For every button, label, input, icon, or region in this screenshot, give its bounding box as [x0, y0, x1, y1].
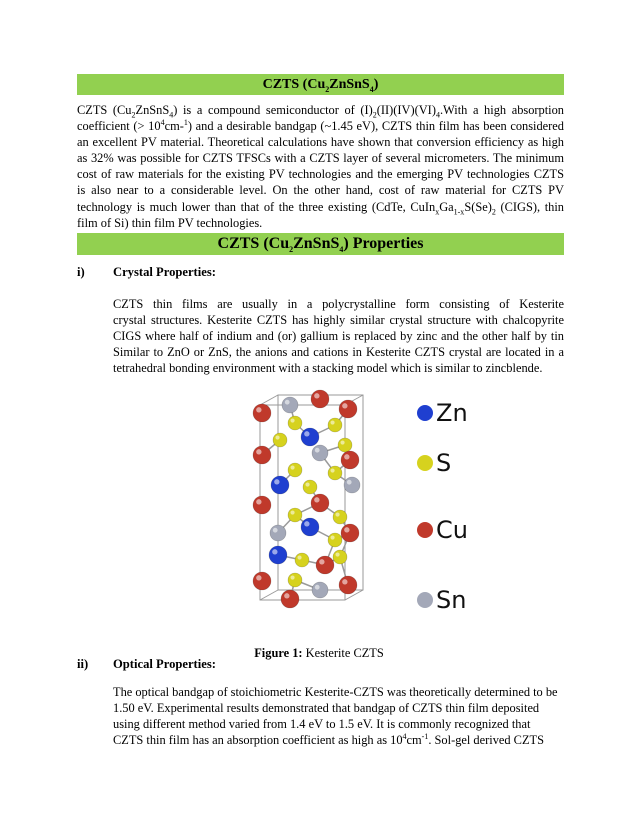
text-line: cost of raw materials for the existing PV technologies and the emerging PV technologies CZTS — [77, 167, 564, 182]
atom-highlight — [290, 510, 294, 514]
atom-cu — [316, 556, 334, 574]
text-line: coefficient (> $10^4cm-^1$) and a desirable bandgap (~1.45 eV), CZTS thin film has been considered — [77, 117, 564, 134]
section-number-optical: ii) — [77, 657, 89, 671]
legend-label-zn: Zn — [436, 399, 468, 427]
text-line: tetrahedral bonding environment with a stacking model which is similar to zincblende. — [113, 361, 543, 376]
atom-cu — [253, 404, 271, 422]
atom-highlight — [256, 449, 261, 454]
atom-highlight — [315, 585, 320, 590]
lattice-edge — [260, 395, 278, 405]
atom-highlight — [290, 465, 294, 469]
atom-s — [338, 438, 352, 452]
atom-sn — [312, 582, 328, 598]
atom-s — [328, 466, 342, 480]
text-line: an excellent PV material. Theoretical calculations have shown that conversion efficiency as high — [77, 135, 564, 150]
text-line: The optical bandgap of stoichiometric Kesterite-CZTS was theoretically determined to be — [113, 685, 558, 699]
atom-s — [288, 463, 302, 477]
text-line: Similar to ZnO or ZnS, the anions and cations in Kesterite CZTS crystal are located in a — [113, 345, 564, 360]
text-line: crystal structures. Kesterite CZTS has highly similar crystal structure with chalcopyrite — [113, 313, 564, 328]
atom-highlight — [335, 552, 339, 556]
atom-highlight — [314, 393, 319, 398]
atom-zn — [301, 428, 319, 446]
atom-cu — [253, 496, 271, 514]
atom-cu — [339, 576, 357, 594]
atom-highlight — [290, 418, 294, 422]
atom-highlight — [330, 535, 334, 539]
section-number-crystal: i) — [77, 265, 85, 279]
atom-highlight — [256, 499, 261, 504]
atom-highlight — [304, 431, 309, 436]
legend-label-cu: Cu — [436, 516, 468, 544]
atom-cu — [339, 400, 357, 418]
atom-s — [333, 550, 347, 564]
atom-highlight — [290, 575, 294, 579]
atom-cu — [311, 390, 329, 408]
crystal-lattice — [260, 395, 363, 600]
legend-label-sn: Sn — [436, 586, 467, 614]
figure-caption — [0, 646, 638, 661]
atom-s — [295, 553, 309, 567]
text-line: using different method varied from 1.4 eV to 1.5 eV. It is commonly recognized that — [113, 717, 531, 732]
legend-swatch-sn — [417, 592, 433, 608]
text-line: film of Si) thin film PV technologies. — [77, 215, 263, 230]
atom-highlight — [272, 549, 277, 554]
atom-s — [328, 418, 342, 432]
intro-paragraph — [77, 102, 564, 231]
atom-zn — [271, 476, 289, 494]
text-line: CIGS where half of indium and (or) gallium is replaced by zinc and the other half by tin — [113, 329, 564, 344]
atom-cu — [253, 572, 271, 590]
atom-highlight — [347, 480, 352, 485]
atom-s — [288, 573, 302, 587]
atom-highlight — [335, 512, 339, 516]
atom-highlight — [340, 440, 344, 444]
atom-highlight — [284, 593, 289, 598]
atom-cu — [253, 446, 271, 464]
atom-sn — [344, 477, 360, 493]
atom-zn — [269, 546, 287, 564]
text-line: technology is much lower than that of the three existing (CdTe, $CuIn_xGa_{1-x}S(Se)_2$ (CIGS), thin — [77, 199, 565, 217]
atom-highlight — [297, 555, 301, 559]
text-line: CZTS thin films are usually in a polycrystalline form consisting of Kesterite — [113, 297, 564, 311]
atom-highlight — [330, 420, 334, 424]
lattice-edge — [260, 590, 278, 600]
atom-highlight — [273, 528, 278, 533]
section-title-crystal: Crystal Properties: — [113, 265, 216, 279]
atom-s — [333, 510, 347, 524]
atom-highlight — [304, 521, 309, 526]
atom-highlight — [342, 403, 347, 408]
crystal-atoms — [253, 390, 360, 608]
atom-cu — [281, 590, 299, 608]
figure-caption-text: Kesterite CZTS — [302, 646, 384, 660]
atom-highlight — [305, 482, 309, 486]
atom-highlight — [314, 497, 319, 502]
atom-s — [328, 533, 342, 547]
atom-s — [288, 508, 302, 522]
atom-highlight — [256, 407, 261, 412]
text-line: as 32% was possible for CZTS TFSCs with a CZTS layer of several micrometers. The minimum — [77, 151, 564, 166]
atom-sn — [312, 445, 328, 461]
atom-legend — [417, 399, 468, 614]
atom-highlight — [256, 575, 261, 580]
atom-cu — [311, 494, 329, 512]
section-heading-czts-properties: CZTS $(Cu_2ZnSnS_4)$ Properties — [77, 233, 564, 255]
legend-label-s: S — [436, 449, 452, 477]
atom-highlight — [344, 454, 349, 459]
section-title-optical: Optical Properties: — [113, 657, 216, 671]
optical-paragraph — [113, 684, 564, 748]
text-line: is also near to a considerable level. On the other hand, cost of raw material for CZTS PV — [77, 183, 564, 198]
text-line: CZTS $(Cu_2ZnSnS_4)$ is a compound semiconductor of $(I)_2(II)(IV)(VI)_4.With$ a high absorption — [77, 103, 565, 120]
figure-caption-label: Figure 1: — [254, 646, 303, 660]
atom-s — [288, 416, 302, 430]
atom-highlight — [315, 448, 320, 453]
atom-s — [303, 480, 317, 494]
legend-swatch-s — [417, 455, 433, 471]
atom-s — [273, 433, 287, 447]
legend-swatch-cu — [417, 522, 433, 538]
text-line: 1.50 eV. Experimental results demonstrated that bandgap of CZTS thin film deposited — [113, 701, 540, 716]
text-line: CZTS thin film has an absorption coefficient as high as $10^4cm^{-1}$. Sol-gel derived CZTS — [113, 732, 544, 748]
atom-highlight — [319, 559, 324, 564]
atom-highlight — [275, 435, 279, 439]
atom-sn — [270, 525, 286, 541]
atom-cu — [341, 451, 359, 469]
legend-swatch-zn — [417, 405, 433, 421]
atom-highlight — [342, 579, 347, 584]
kesterite-crystal-figure — [240, 385, 480, 635]
atom-highlight — [285, 400, 290, 405]
atom-highlight — [274, 479, 279, 484]
atom-highlight — [344, 527, 349, 532]
crystal-paragraph — [113, 296, 564, 376]
atom-sn — [282, 397, 298, 413]
atom-highlight — [330, 468, 334, 472]
section-heading-czts: CZTS $(Cu_2ZnSnS_4)$ — [77, 74, 564, 95]
atom-cu — [341, 524, 359, 542]
atom-zn — [301, 518, 319, 536]
